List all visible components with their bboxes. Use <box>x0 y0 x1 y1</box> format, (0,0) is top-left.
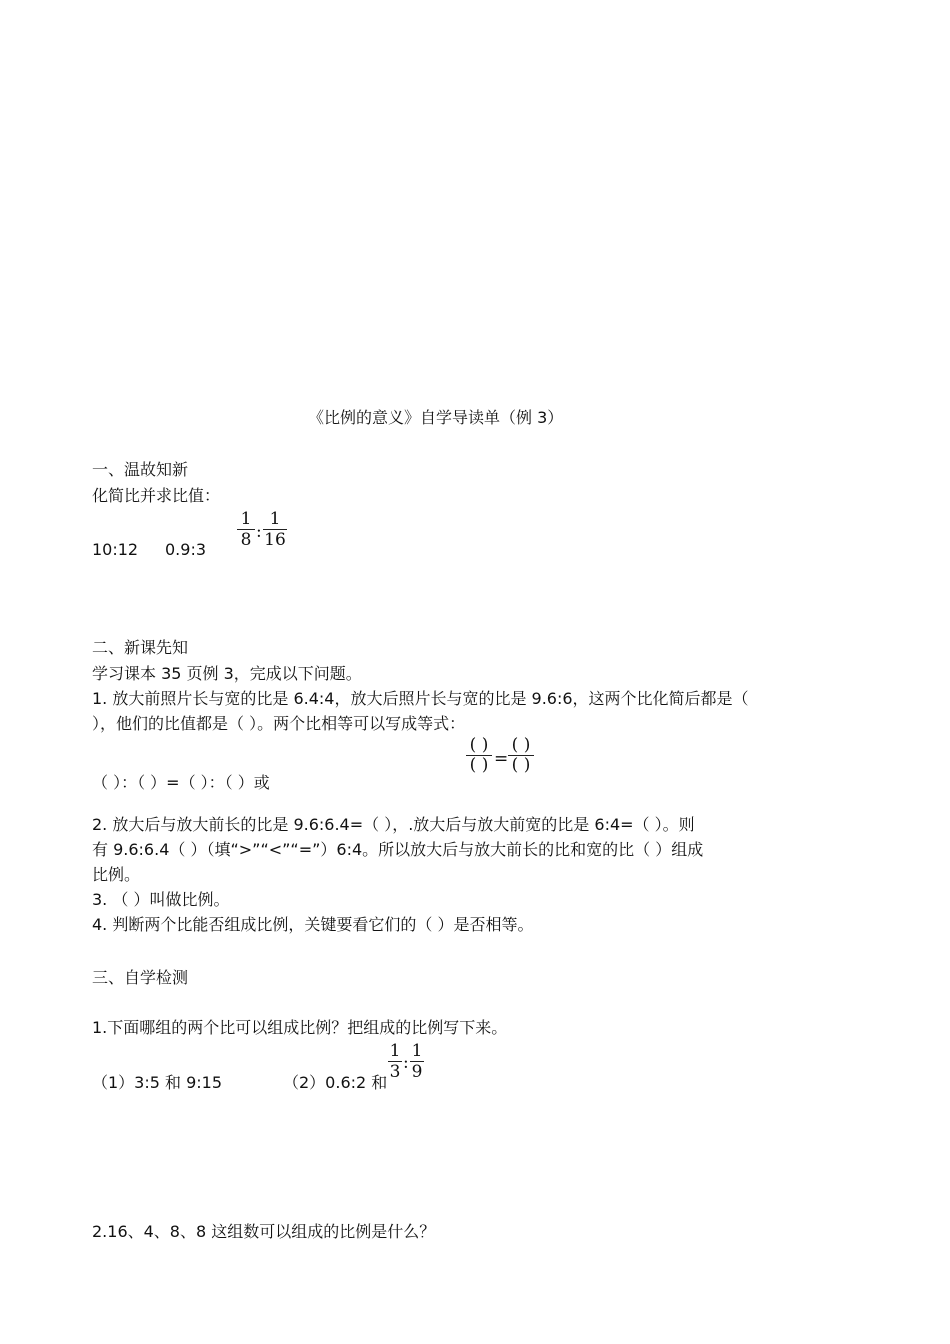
ratio-item-2: 0.9:3 <box>165 540 207 559</box>
blank-numerator: ( ) <box>469 735 489 755</box>
fraction-one-sixteenth <box>263 509 287 550</box>
fraction-numerator: 1 <box>389 1041 401 1061</box>
fraction-one-third <box>388 1041 402 1082</box>
section3-heading: 三、自学检测 <box>92 968 189 987</box>
check-question-2: 2.16、4、8、8 这组数可以组成的比例是什么？ <box>92 1222 436 1241</box>
question-4: 4. 判断两个比能否组成比例，关键要看它们的（ ）是否相等。 <box>92 915 534 934</box>
blank-fraction-right <box>508 736 534 775</box>
ratio-colon: : <box>256 522 262 542</box>
fraction-denominator: 8 <box>240 530 252 550</box>
fraction-denominator: 9 <box>411 1062 423 1082</box>
blank-fraction-left <box>466 736 492 775</box>
section2-heading: 二、新课先知 <box>92 638 189 657</box>
check-question-1: 1.下面哪组的两个比可以组成比例？把组成的比例写下来。 <box>92 1018 508 1037</box>
fraction-numerator: 1 <box>269 509 281 529</box>
section1-instruction: 化简比并求比值： <box>92 486 221 505</box>
fraction-one-eighth <box>237 509 255 550</box>
section2-intro: 学习课本 35 页例 3，完成以下问题。 <box>92 664 362 683</box>
question-1-line-3: （ ）：（ ）=（ ）：（ ）或 <box>92 773 270 792</box>
ratio-item-1: 10:12 <box>92 540 139 559</box>
page-title: 《比例的意义》自学导读单（例 3） <box>308 408 564 427</box>
blank-numerator: ( ) <box>511 735 531 755</box>
fraction-numerator: 1 <box>240 509 252 529</box>
question-3: 3. （ ）叫做比例。 <box>92 890 230 909</box>
ratio-colon: : <box>403 1053 409 1073</box>
fraction-denominator: 3 <box>389 1062 401 1082</box>
section1-heading: 一、温故知新 <box>92 460 189 479</box>
question-2-line-2: 有 9.6:6.4（ ）（填“>”“<”“=”）6:4。所以放大后与放大前长的比和宽的比（ ）组成 <box>92 840 704 859</box>
blank-denominator: ( ) <box>466 755 492 775</box>
equals-sign: = <box>494 749 509 769</box>
fraction-numerator: 1 <box>411 1041 423 1061</box>
question-2-line-1: 2. 放大后与放大前长的比是 9.6:6.4=（ ），.放大后与放大前宽的比是 6:4=（ ）。则 <box>92 815 695 834</box>
check-question-1-option-1: （1）3:5 和 9:15 <box>92 1073 223 1092</box>
question-2-line-3: 比例。 <box>92 865 141 884</box>
question-1-line-1: 1. 放大前照片长与宽的比是 6.4:4，放大后照片长与宽的比是 9.6:6，这两个比化简后都是（ <box>92 689 749 708</box>
blank-denominator: ( ) <box>508 755 534 775</box>
fraction-denominator: 16 <box>264 530 286 550</box>
question-1-line-2: ），他们的比值都是（ ）。两个比相等可以写成等式： <box>92 714 466 733</box>
check-question-1-option-2: （2）0.6:2 和 <box>283 1073 388 1092</box>
fraction-one-ninth <box>410 1041 424 1082</box>
